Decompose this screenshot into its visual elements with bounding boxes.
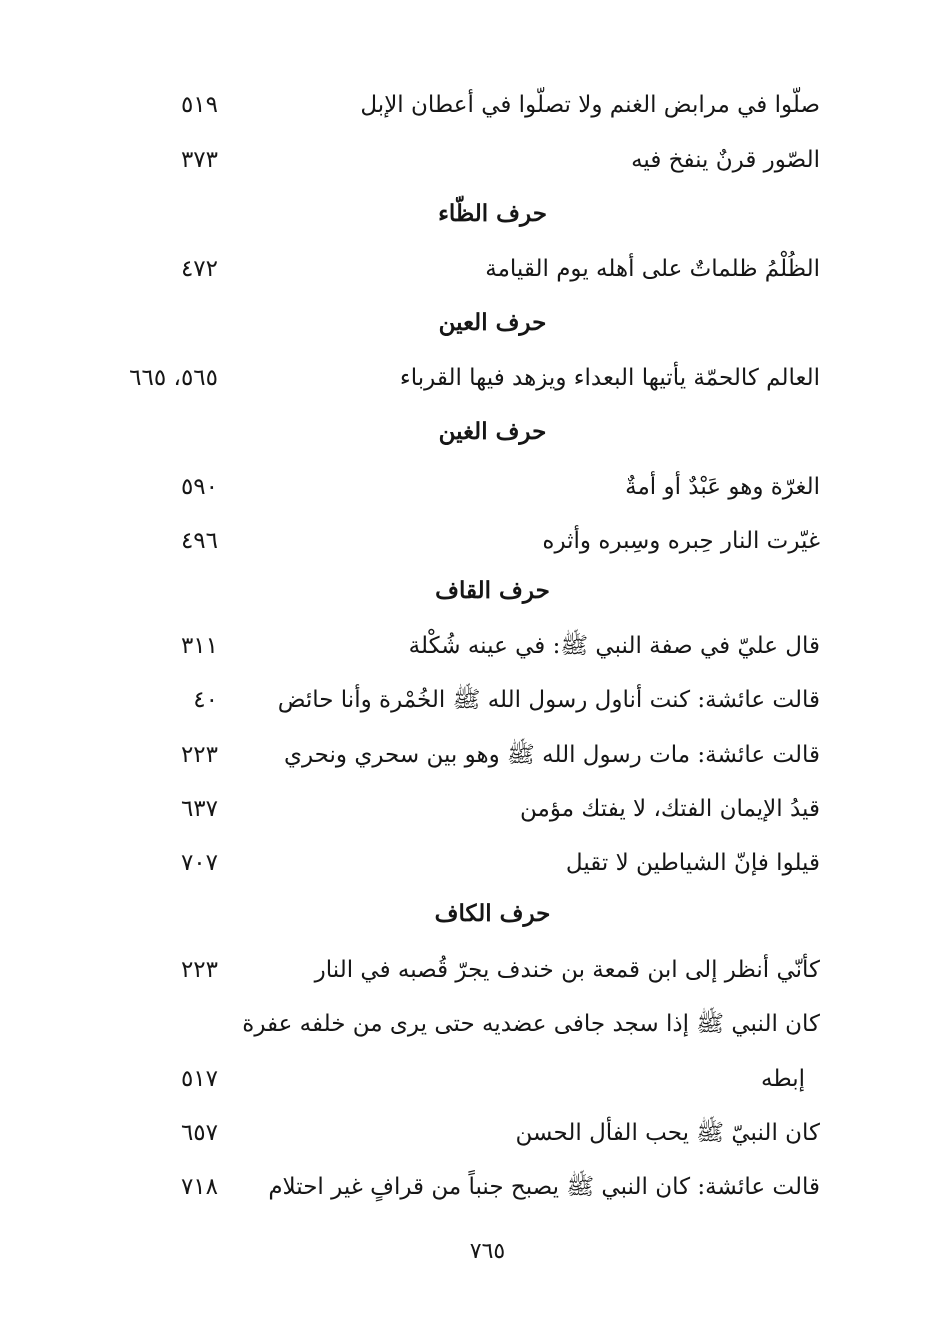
entry-text: قال عليّ في صفة النبي ﷺ: في عينه شُكْلة [408, 633, 820, 659]
entry-page-number: ٥٦٥، ٦٦٥ [129, 365, 218, 391]
entry-page-number: ٦٥٧ [180, 1120, 218, 1146]
index-entry [0, 782, 945, 836]
folio-number: ٧٦٥ [469, 1239, 506, 1264]
index-entry [0, 728, 945, 782]
entry-text: كأنّي أنظر إلى ابن قمعة بن خندف يجرّ قُصبه في النار [314, 957, 820, 983]
section-heading-text: حرف العين [438, 309, 547, 336]
index-entry [0, 673, 945, 727]
entry-text: صلّوا في مرابض الغنم ولا تصلّوا في أعطان الإبل [360, 92, 820, 118]
section-heading-text: حرف الظّاء [438, 200, 547, 227]
entry-text: قيلوا فإنّ الشياطين لا تقيل [565, 850, 820, 876]
section-heading-ayn [0, 296, 945, 350]
entry-text: قيدُ الإيمان الفتك، لا يفتك مؤمن [520, 796, 820, 822]
entry-text: قالت عائشة: كان النبي ﷺ يصبح جنباً من قرافٍ غير احتلام [268, 1174, 820, 1200]
index-entry [0, 1106, 945, 1160]
entry-text: غيّرت النار حِبره وسِبره وأثره [542, 528, 820, 554]
index-entry [0, 133, 945, 187]
entry-text: العالم كالحمّة يأتيها البعداء ويزهد فيها القرباء [399, 365, 820, 391]
entry-page-number: ٤٠ [193, 687, 218, 713]
entry-text: قالت عائشة: كنت أناول رسول الله ﷺ الخُمْرة وأنا حائض [277, 687, 820, 713]
entry-page-number: ٥١٧ [180, 1066, 218, 1092]
index-entry [0, 242, 945, 296]
index-entry [0, 619, 945, 673]
entry-page-number: ٥١٩ [180, 92, 218, 118]
entry-text: الصّور قرنٌ ينفخ فيه [631, 147, 820, 173]
section-heading-ghayn [0, 405, 945, 459]
index-entry [0, 1160, 945, 1214]
section-heading-text: حرف الكاف [434, 900, 551, 927]
index-entry [0, 943, 945, 997]
section-heading-qaf [0, 564, 945, 618]
entry-page-number: ٦٣٧ [180, 796, 218, 822]
entry-page-number: ٣٧٣ [180, 147, 218, 173]
section-heading-text: حرف القاف [435, 577, 550, 604]
entry-text: كان النبيّ ﷺ يحب الفأل الحسن [515, 1120, 820, 1146]
index-entry [0, 514, 945, 568]
entry-text: الظُلْمُ ظلماتٌ على أهله يوم القيامة [485, 256, 820, 282]
index-entry [0, 997, 945, 1051]
section-heading-zaa [0, 187, 945, 241]
entry-page-number: ٧٠٧ [180, 850, 218, 876]
index-entry [0, 78, 945, 132]
entry-page-number: ٣١١ [180, 633, 218, 659]
entry-text: كان النبي ﷺ إذا سجد جافى عضديه حتى يرى من خلفه عفرة [242, 1011, 820, 1037]
entry-page-number: ٢٢٣ [180, 957, 218, 983]
entry-page-number: ٢٢٣ [180, 742, 218, 768]
index-entry [0, 460, 945, 514]
entry-page-number: ٤٧٢ [180, 256, 218, 282]
index-entry-continuation [0, 1052, 945, 1106]
entry-page-number: ٤٩٦ [180, 528, 218, 554]
entry-page-number: ٧١٨ [180, 1174, 218, 1200]
entry-page-number: ٥٩٠ [180, 474, 218, 500]
entry-text: الغرّة وهو عَبْدٌ أو أمةٌ [625, 474, 820, 500]
entry-text: قالت عائشة: مات رسول الله ﷺ وهو بين سحري ونحري [283, 742, 820, 768]
index-entry [0, 351, 945, 405]
page-folio [0, 1230, 945, 1274]
section-heading-kaf [0, 887, 945, 941]
section-heading-text: حرف الغين [438, 418, 547, 445]
entry-text: إبطه [761, 1066, 805, 1092]
index-entry [0, 836, 945, 890]
